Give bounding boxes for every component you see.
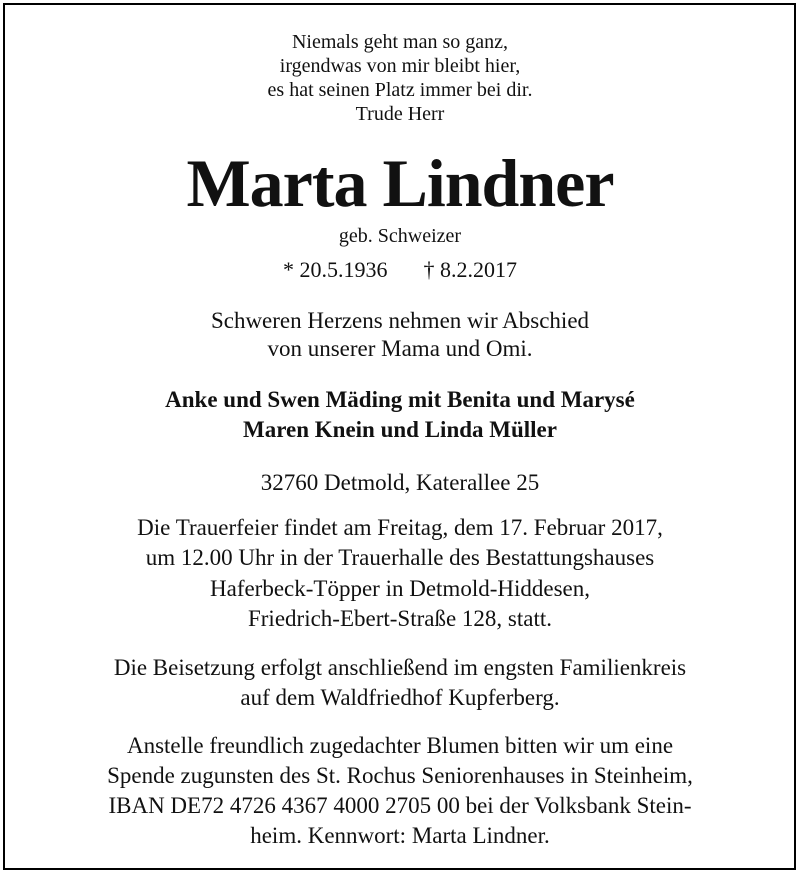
funeral-line: um 12.00 Uhr in der Trauerhalle des Bestattungshauses — [145, 545, 655, 570]
poem-line: es hat seinen Platz immer bei dir. — [267, 79, 533, 101]
mourner-line: Anke und Swen Mäding mit Benita und Marysé — [165, 387, 635, 412]
burial-line: Die Beisetzung erfolgt anschließend im engsten Familienkreis — [113, 655, 687, 680]
maiden-name: geb. Schweizer — [338, 225, 462, 247]
burial-line: auf dem Waldfriedhof Kupferberg. — [240, 685, 560, 710]
donation-line: Spende zugunsten des St. Rochus Seniorenhauses in Steinheim, — [107, 763, 693, 788]
poem-author: Trude Herr — [355, 103, 445, 125]
donation-line: IBAN DE72 4726 4367 4000 2705 00 bei der Volksbank Stein- — [108, 793, 692, 818]
farewell-line: von unserer Mama und Omi. — [267, 336, 533, 361]
funeral-line: Haferbeck-Töpper in Detmold-Hiddesen, — [210, 576, 590, 601]
poem-line: Niemals geht man so ganz, — [291, 31, 509, 53]
birth-date: * 20.5.1936 — [283, 257, 388, 282]
mourner-line: Maren Knein und Linda Müller — [243, 417, 557, 442]
poem-line: irgendwas von mir bleibt hier, — [279, 55, 521, 77]
funeral-line: Die Trauerfeier findet am Freitag, dem 17. Februar 2017, — [137, 515, 663, 540]
family-address: 32760 Detmold, Katerallee 25 — [260, 470, 540, 495]
funeral-line: Friedrich-Ebert-Straße 128, statt. — [247, 606, 553, 631]
donation-line: Anstelle freundlich zugedachter Blumen bitten wir um eine — [126, 733, 674, 758]
donation-line: heim. Kennwort: Marta Lindner. — [250, 823, 550, 848]
death-date: † 8.2.2017 — [423, 257, 517, 282]
deceased-name: Marta Lindner — [186, 145, 614, 221]
life-dates — [0, 257, 800, 283]
farewell-line: Schweren Herzens nehmen wir Abschied — [210, 308, 590, 333]
